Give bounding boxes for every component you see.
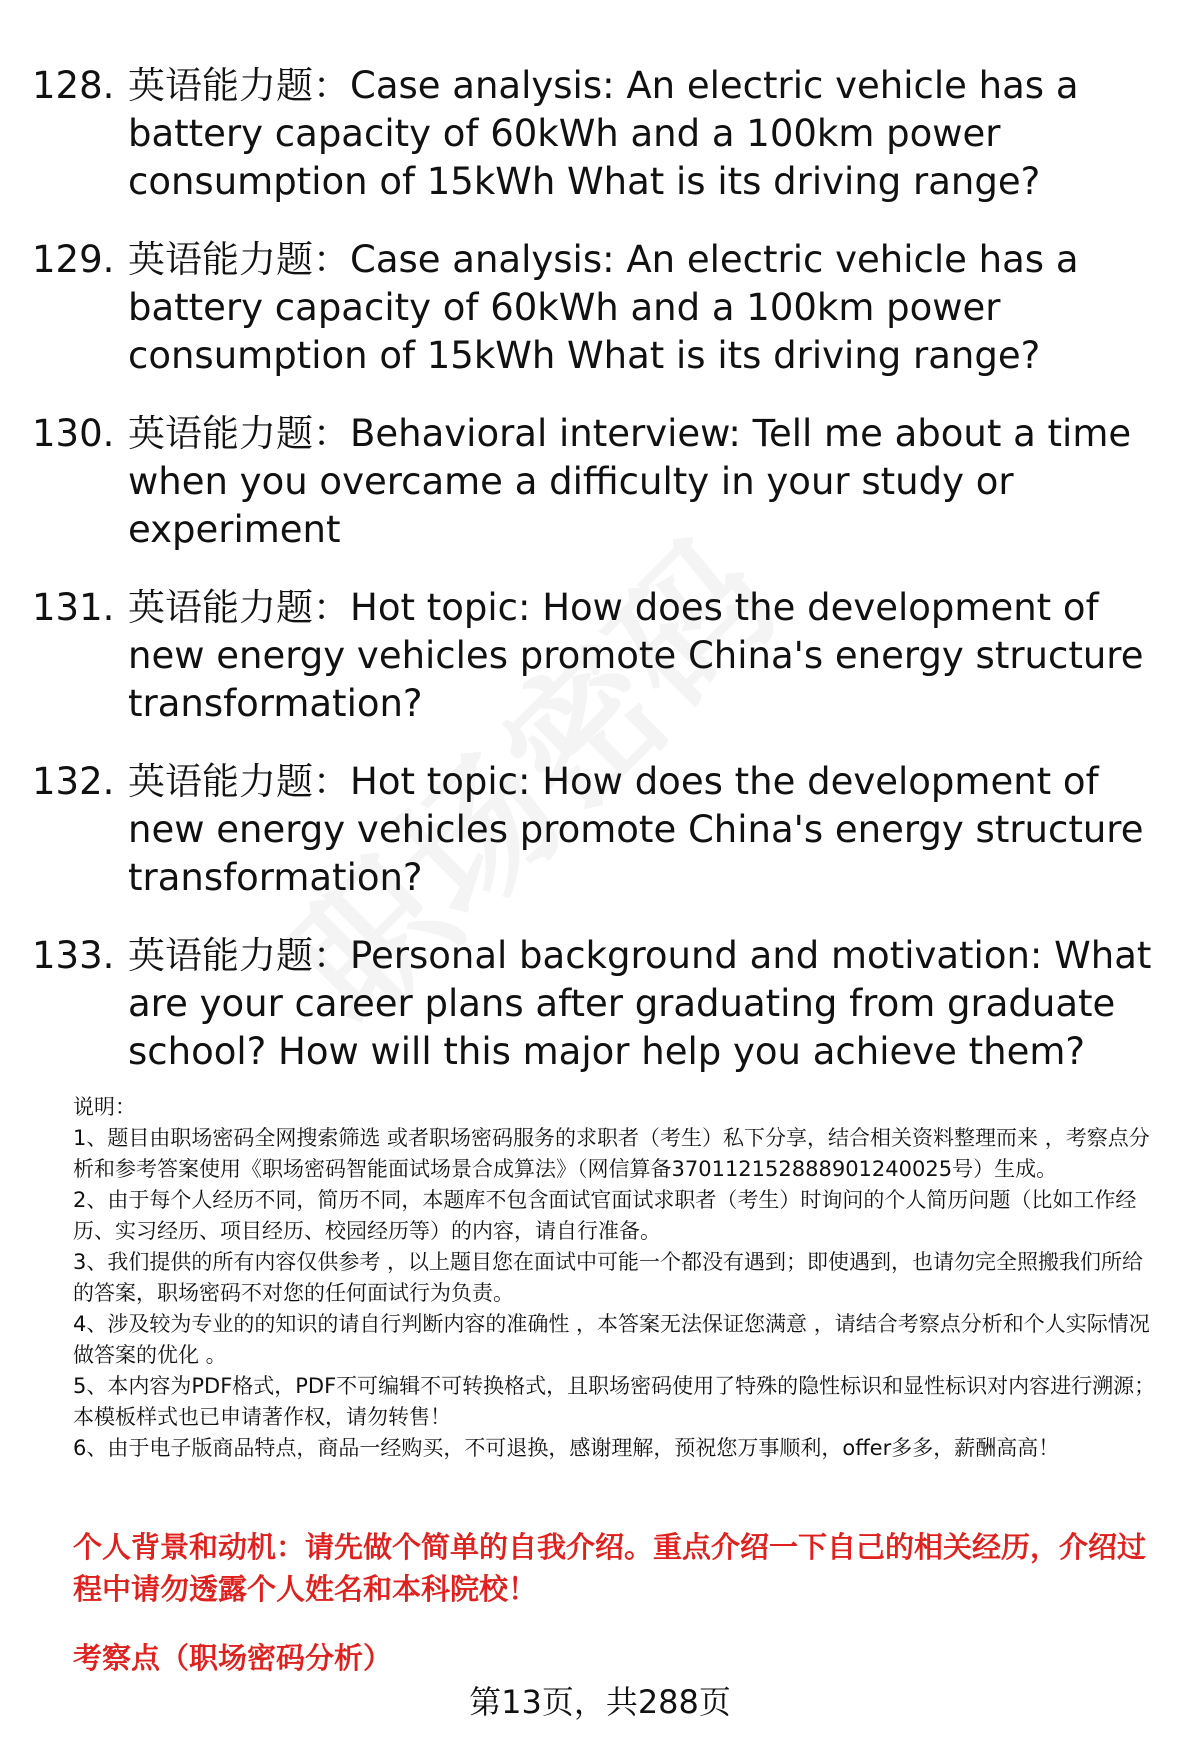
note-item: 6、由于电子版商品特点，商品一经购买，不可退换，感谢理解，预祝您万事顺利，offer多多，薪酬高高！ — [73, 1436, 1060, 1460]
page-number: 第13页，共288页 — [469, 1683, 731, 1721]
question-text: 英语能力题：Hot topic: How does the development of new energy vehicles promote China's energy structure transformation? — [128, 760, 1144, 899]
notes-section — [73, 1092, 1163, 1464]
question-text: 英语能力题：Behavioral interview: Tell me about a time when you overcame a difficulty in your study or experiment — [128, 412, 1132, 551]
question-item — [32, 410, 1162, 554]
question-item — [32, 236, 1162, 380]
notes-title: 说明： — [73, 1095, 136, 1119]
question-number: 132. — [32, 760, 115, 803]
question-number: 128. — [32, 64, 115, 107]
section-subheading: 考察点（职场密码分析） — [73, 1641, 393, 1675]
note-item: 1、题目由职场密码全网搜索筛选 或者职场密码服务的求职者（考生）私下分享，结合相关资料整理而来 ，考察点分析和参考答案使用《职场密码智能面试场景合成算法》（网信算备370112152888901240025号）生成。 — [73, 1126, 1150, 1181]
question-item — [32, 758, 1162, 902]
question-item — [32, 584, 1162, 728]
question-number: 131. — [32, 586, 115, 629]
question-text: 英语能力题：Personal background and motivation: What are your career plans after graduating from graduate school? How will this major help you achieve them? — [128, 934, 1152, 1073]
question-item — [32, 932, 1162, 1076]
question-number: 130. — [32, 412, 115, 455]
question-number: 129. — [32, 238, 115, 281]
question-number: 133. — [32, 934, 115, 977]
question-item — [32, 62, 1162, 206]
note-item: 2、由于每个人经历不同，简历不同，本题库不包含面试官面试求职者（考生）时询问的个人简历问题（比如工作经历、实习经历、项目经历、校园经历等）的内容，请自行准备。 — [73, 1188, 1137, 1243]
question-text: 英语能力题：Case analysis: An electric vehicle has a battery capacity of 60kWh and a 100km power consumption of 15kWh What is its driving range? — [128, 238, 1079, 377]
question-text: 英语能力题：Case analysis: An electric vehicle has a battery capacity of 60kWh and a 100km power consumption of 15kWh What is its driving range? — [128, 64, 1079, 203]
note-item: 5、本内容为PDF格式，PDF不可编辑不可转换格式，且职场密码使用了特殊的隐性标识和显性标识对内容进行溯源；本模板样式也已申请著作权，请勿转售！ — [73, 1374, 1156, 1429]
section-heading: 个人背景和动机：请先做个简单的自我介绍。重点介绍一下自己的相关经历，介绍过程中请勿透露个人姓名和本科院校！ — [73, 1530, 1147, 1606]
note-item: 4、涉及较为专业的的知识的请自行判断内容的准确性 ，本答案无法保证您满意 ，请结合考察点分析和个人实际情况做答案的优化 。 — [73, 1312, 1150, 1367]
question-text: 英语能力题：Hot topic: How does the development of new energy vehicles promote China's energy structure transformation? — [128, 586, 1144, 725]
question-list — [32, 62, 1162, 1106]
note-item: 3、我们提供的所有内容仅供参考 ，以上题目您在面试中可能一个都没有遇到；即使遇到，也请勿完全照搬我们所给的答案，职场密码不对您的任何面试行为负责。 — [73, 1250, 1144, 1305]
